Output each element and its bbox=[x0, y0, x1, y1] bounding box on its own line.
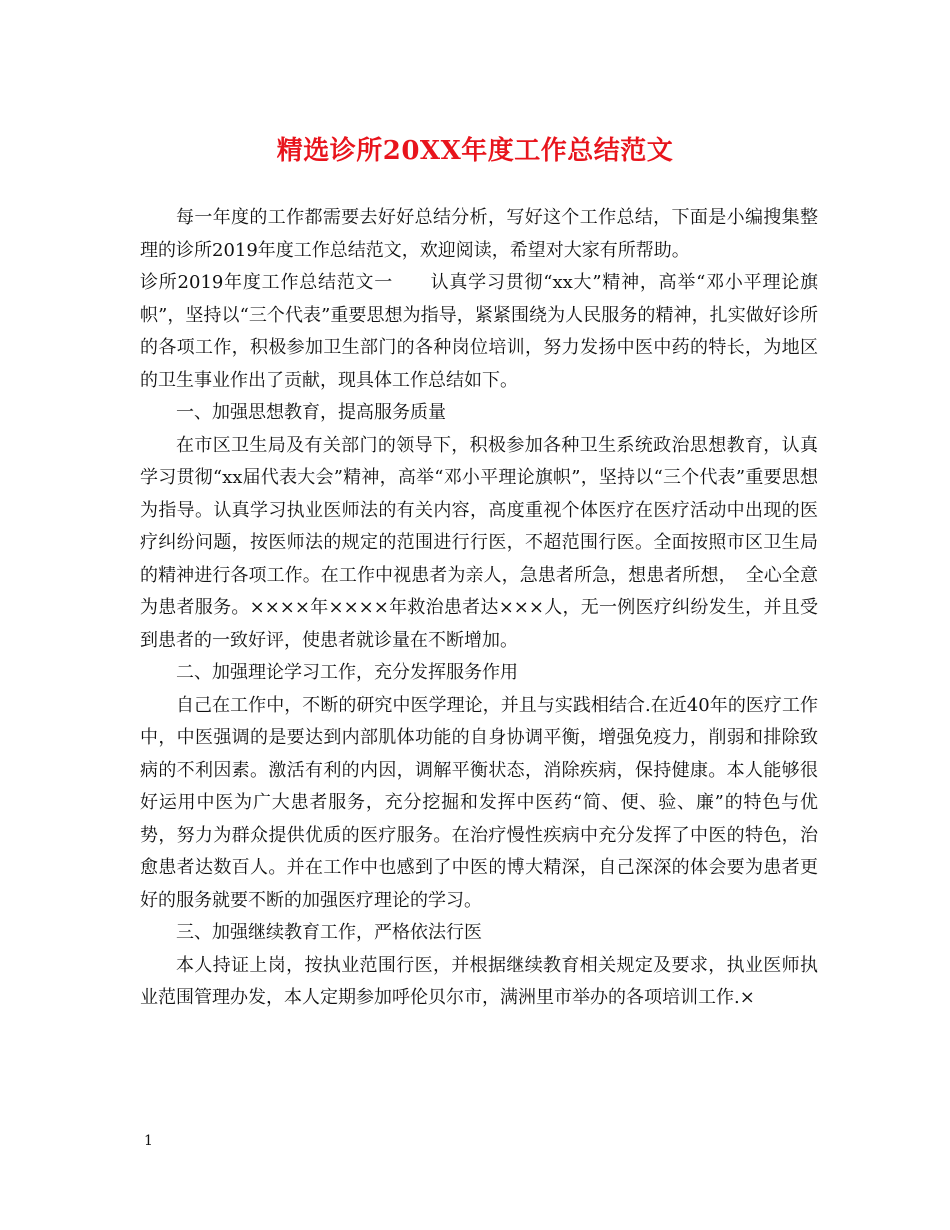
section-heading-3: 三、加强继续教育工作，严格依法行医 bbox=[176, 922, 482, 943]
section-heading-1: 一、加强思想教育，提高服务质量 bbox=[176, 402, 446, 423]
section-heading-2: 二、加强理论学习工作，充分发挥服务作用 bbox=[176, 662, 518, 683]
document-title: 精选诊所20XX年度工作总结范文 bbox=[276, 136, 674, 166]
page-number: 1 bbox=[144, 1133, 153, 1149]
section-2-paragraph: 自己在工作中，不断的研究中医学理论，并且与实践相结合.在近40年的医疗工作中，中医强调的是要达到内部肌体功能的自身协调平衡，增强免疫力，削弱和排除致病的不利因素。激活有利的内因，调解平衡状态，消除疾病，保持健康。本人能够很好运用中医为广大患者服务，充分挖掘和发挥中医药“简、便、验、廉”的特色与优势，努力为群众提供优质的医疗服务。在治疗慢性疾病中充分发挥了中医的特色，治愈患者达数百人。并在工作中也感到了中医的博大精深，自己深深的体会要为患者更好的服务就要不断的加强医疗理论的学习。 bbox=[140, 694, 818, 911]
sample-one-paragraph: 诊所2019年度工作总结范文一 认真学习贯彻“xx大”精神，高举“邓小平理论旗帜”，坚持以“三个代表”重要思想为指导，紧紧围绕为人民服务的精神，扎实做好诊所的各项工作，积极参加卫生部门的各种岗位培训，努力发扬中医中药的特长，为地区的卫生事业作出了贡献，现具体工作总结如下。 bbox=[140, 272, 818, 391]
document-body bbox=[140, 202, 818, 1015]
section-1-paragraph: 在市区卫生局及有关部门的领导下，积极参加各种卫生系统政治思想教育，认真学习贯彻“xx届代表大会”精神，高举“邓小平理论旗帜”，坚持以“三个代表”重要思想为指导。认真学习执业医师法的有关内容，高度重视个体医疗在医疗活动中出现的医疗纠纷问题，按医师法的规定的范围进行行医，不超范围行医。全面按照市区卫生局的精神进行各项工作。在工作中视患者为亲人，急患者所急，想患者所想， 全心全意为患者服务。××××年××××年救治患者达×××人，无一例医疗纠纷发生，并且受到患者的一致好评，使患者就诊量在不断增加。 bbox=[140, 434, 818, 651]
section-3-paragraph: 本人持证上岗，按执业范围行医，并根据继续教育相关规定及要求，执业医师执业范围管理办发，本人定期参加呼伦贝尔市，满洲里市举办的各项培训工作.× bbox=[140, 954, 818, 1008]
intro-paragraph: 每一年度的工作都需要去好好总结分析，写好这个工作总结，下面是小编搜集整理的诊所2019年度工作总结范文，欢迎阅读，希望对大家有所帮助。 bbox=[140, 207, 818, 261]
